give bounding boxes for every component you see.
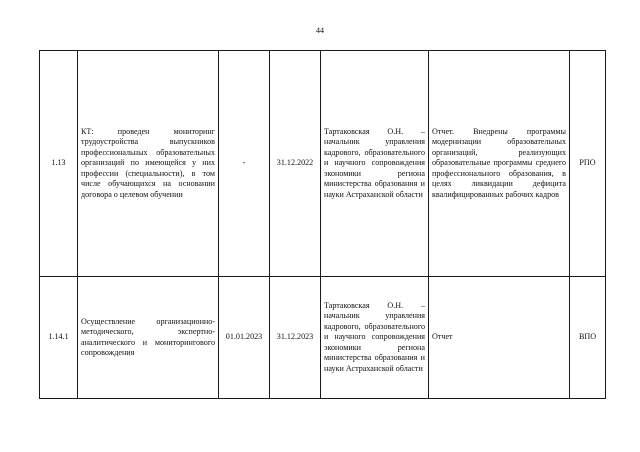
table-row: [40, 277, 606, 399]
table-row: [40, 51, 606, 277]
end-date: 31.12.2023: [270, 277, 321, 399]
plan-table: [39, 50, 606, 399]
row-number: 1.13: [40, 51, 78, 277]
start-date: -: [219, 51, 270, 277]
responsible-person: Тартаковская О.Н. – начальник управления кадрового, образовательного и научного сопровождения экономики региона министерства образования и науки Астраханской области: [321, 51, 429, 277]
row-number: 1.14.1: [40, 277, 78, 399]
end-date: 31.12.2022: [270, 51, 321, 277]
result-description: Отчет. Внедрены программы модернизации образовательных организаций, реализующих образовательные программы среднего профессионального образования, в целях ликвидации дефицита квалифицированных рабочих кадров: [429, 51, 570, 277]
result-description: Отчет: [429, 277, 570, 399]
page-number: 44: [316, 26, 324, 35]
responsible-person: Тартаковская О.Н. – начальник управления кадрового, образовательного и научного сопровождения экономики региона министерства образования и науки Астраханской области: [321, 277, 429, 399]
start-date: 01.01.2023: [219, 277, 270, 399]
event-description: Осуществление организационно-методического, экспертно-аналитического и мониторингового сопровождения: [78, 277, 219, 399]
event-description: КТ: проведен мониторинг трудоустройства выпускников профессиональных образовательных организаций по имеющейся у них профессии (специальности), в том числе обучающихся на основании договора о целевом обучении: [78, 51, 219, 277]
code-cell: ВПО: [570, 277, 606, 399]
code-cell: РПО: [570, 51, 606, 277]
